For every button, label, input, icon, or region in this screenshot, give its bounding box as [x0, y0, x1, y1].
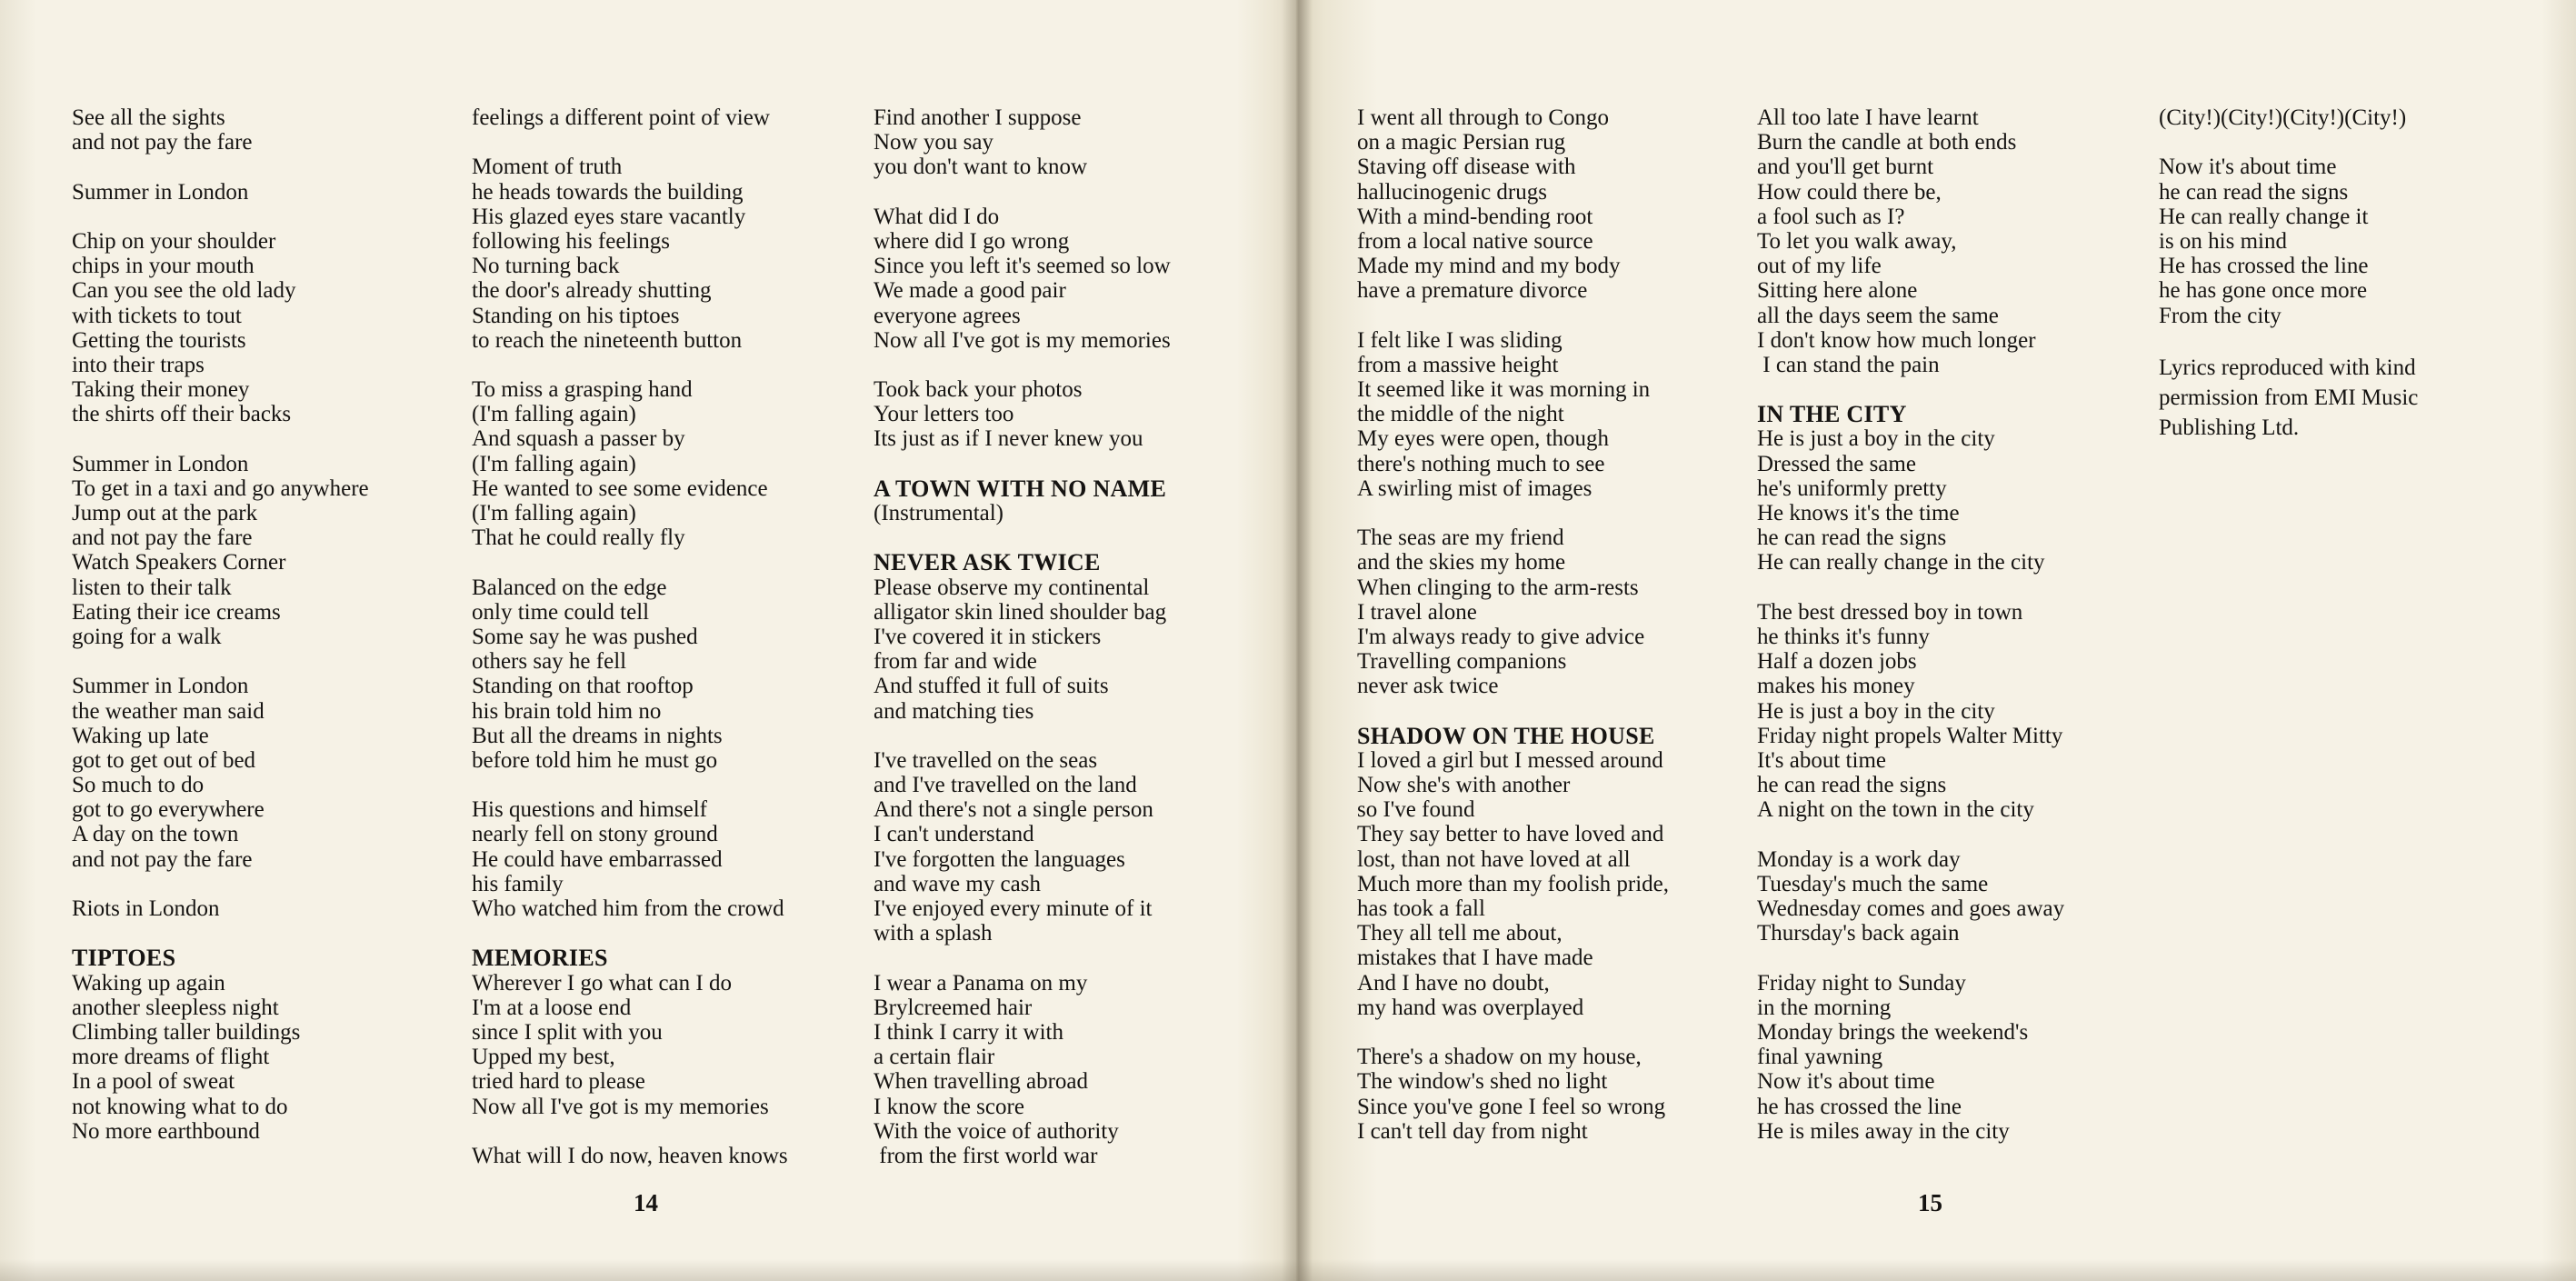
- lyric-line: Taking their money: [72, 377, 250, 403]
- song-title: SHADOW ON THE HOUSE: [1357, 722, 1655, 749]
- lyric-line: Summer in London: [72, 179, 249, 205]
- page-number-right: 15: [1918, 1189, 1942, 1216]
- lyric-line: Tuesday's much the same: [1757, 871, 1989, 896]
- lyric-line: He can really change it: [2159, 204, 2369, 229]
- lyric-line: all the days seem the same: [1757, 303, 1999, 328]
- lyric-line: Now it's about time: [2159, 155, 2337, 180]
- lyrics-column-1: [72, 105, 369, 1144]
- lyric-line: So much to do: [72, 773, 205, 798]
- lyric-line: there's nothing much to see: [1357, 451, 1605, 476]
- lyric-line: What did I do: [874, 204, 1000, 229]
- lyric-line: I wear a Panama on my: [874, 970, 1088, 996]
- lyric-line: Waking up late: [72, 723, 209, 748]
- lyric-line: Summer in London: [72, 674, 249, 699]
- lyric-line: makes his money: [1757, 674, 1915, 699]
- lyric-line: I travel alone: [1357, 599, 1477, 625]
- lyric-line: They say better to have loved and: [1357, 822, 1664, 847]
- lyric-line: I don't know how much longer: [1757, 327, 2036, 353]
- lyric-line: When travelling abroad: [874, 1069, 1089, 1095]
- lyric-line: To get in a taxi and go anywhere: [72, 475, 369, 501]
- lyric-line: Balanced on the edge: [472, 575, 667, 600]
- lyric-line: only time could tell: [472, 599, 650, 625]
- lyric-line: everyone agrees: [874, 303, 1021, 328]
- lyric-line: I've covered it in stickers: [874, 624, 1102, 649]
- lyric-line: more dreams of flight: [72, 1045, 270, 1070]
- lyric-line: I've travelled on the seas: [874, 747, 1098, 773]
- lyric-line: the middle of the night: [1357, 402, 1564, 427]
- lyric-line: (Instrumental): [874, 501, 1004, 525]
- lyric-line: Staving off disease with: [1357, 155, 1576, 180]
- lyric-line: from far and wide: [874, 649, 1037, 675]
- lyric-line: (I'm falling again): [472, 451, 636, 476]
- lyric-line: I went all through to Congo: [1357, 105, 1610, 130]
- lyric-line: (City!)(City!)(City!)(City!): [2159, 105, 2407, 130]
- lyrics-column-6: [2159, 105, 2495, 443]
- blank-line: [874, 946, 1171, 970]
- lyric-line: I think I carry it with: [874, 1019, 1063, 1045]
- lyric-line: a certain flair: [874, 1045, 995, 1070]
- lyric-line: and you'll get burnt: [1757, 155, 1934, 180]
- lyric-line: to reach the nineteenth button: [472, 327, 743, 353]
- lyric-line: I felt like I was sliding: [1357, 327, 1563, 353]
- lyric-line: The best dressed boy in town: [1757, 599, 2023, 625]
- lyric-line: Much more than my foolish pride,: [1357, 871, 1669, 896]
- lyric-line: chips in your mouth: [72, 254, 255, 279]
- lyric-line: out of my life: [1757, 254, 1882, 279]
- lyric-line: How could there be,: [1757, 179, 1942, 205]
- lyric-line: Now you say: [874, 130, 993, 155]
- lyric-line: Now it's about time: [1757, 1069, 1935, 1095]
- blank-line: [874, 180, 1171, 205]
- lyric-line: I'm at a loose end: [472, 995, 632, 1020]
- lyric-line: He is just a boy in the city: [1757, 698, 1995, 724]
- lyric-line: I can stand the pain: [1757, 352, 1940, 377]
- lyric-line: have a premature divorce: [1357, 278, 1588, 304]
- lyric-line: into their traps: [72, 352, 205, 377]
- song-title: TIPTOES: [72, 945, 176, 972]
- lyric-line: from the first world war: [874, 1143, 1098, 1168]
- lyric-line: the weather man said: [72, 698, 265, 724]
- lyric-line: my hand was overplayed: [1357, 995, 1584, 1020]
- lyric-line: others say he fell: [472, 649, 627, 675]
- lyric-line: And stuffed it full of suits: [874, 674, 1109, 699]
- lyrics-column-2: [472, 105, 788, 1168]
- blank-line: [472, 353, 788, 377]
- blank-line: [72, 649, 369, 674]
- lyric-line: following his feelings: [472, 228, 671, 254]
- lyric-line: To miss a grasping hand: [472, 377, 693, 403]
- lyric-line: He is just a boy in the city: [1757, 426, 1995, 452]
- blank-line: [472, 1119, 788, 1144]
- lyric-line: from a massive height: [1357, 352, 1559, 377]
- blank-line: [72, 872, 369, 896]
- song-title: MEMORIES: [472, 945, 608, 972]
- lyric-line: Now all I've got is my memories: [874, 327, 1171, 353]
- lyric-line: Some say he was pushed: [472, 624, 698, 649]
- lyric-line: mistakes that I have made: [1357, 946, 1593, 971]
- song-title: NEVER ASK TWICE: [874, 549, 1101, 576]
- lyric-line: Thursday's back again: [1757, 921, 1960, 946]
- lyric-line: In a pool of sweat: [72, 1069, 235, 1095]
- lyric-line: And squash a passer by: [472, 426, 685, 452]
- lyric-line: He can really change in the city: [1757, 550, 2045, 575]
- lyric-line: Standing on that rooftop: [472, 674, 694, 699]
- lyric-line: and matching ties: [874, 698, 1034, 724]
- lyric-line: Summer in London: [72, 451, 249, 476]
- lyric-line: I loved a girl but I messed around: [1357, 747, 1663, 773]
- lyric-line: Its just as if I never knew you: [874, 426, 1143, 452]
- lyric-line: Dressed the same: [1757, 451, 1916, 476]
- blank-line: [1357, 1020, 1669, 1045]
- lyrics-column-4: [1357, 105, 1669, 1144]
- blank-line: [1757, 946, 2064, 970]
- lyric-line: Watch Speakers Corner: [72, 550, 286, 575]
- lyric-line: Friday night propels Walter Mitty: [1757, 723, 2063, 748]
- lyric-line: Chip on your shoulder: [72, 228, 276, 254]
- lyric-line: To let you walk away,: [1757, 228, 1957, 254]
- blank-line: [1357, 699, 1669, 724]
- lyric-line: Upped my best,: [472, 1045, 615, 1070]
- lyric-line: his family: [472, 871, 564, 896]
- lyric-line: Standing on his tiptoes: [472, 303, 680, 328]
- lyric-line: Now all I've got is my memories: [472, 1094, 769, 1119]
- lyric-line: I know the score: [874, 1094, 1024, 1119]
- lyric-line: Climbing taller buildings: [72, 1019, 301, 1045]
- lyric-line: No more earthbound: [72, 1118, 260, 1144]
- lyric-line: That he could really fly: [472, 525, 685, 551]
- lyric-line: where did I go wrong: [874, 228, 1070, 254]
- blank-line: [1757, 377, 2064, 402]
- lyric-line: alligator skin lined shoulder bag: [874, 599, 1167, 625]
- lyric-line: No turning back: [472, 254, 620, 279]
- lyric-line: he can read the signs: [1757, 525, 1947, 551]
- lyric-line: got to go everywhere: [72, 797, 265, 823]
- lyric-line: he thinks it's funny: [1757, 624, 1930, 649]
- lyric-line: he's uniformly pretty: [1757, 475, 1947, 501]
- lyric-line: a fool such as I?: [1757, 204, 1905, 229]
- blank-line: [874, 452, 1171, 476]
- lyric-line: He is miles away in the city: [1757, 1118, 2010, 1144]
- lyric-line: Travelling companions: [1357, 649, 1567, 675]
- lyric-line: From the city: [2159, 303, 2281, 328]
- lyric-line: is on his mind: [2159, 228, 2287, 254]
- lyric-line: has took a fall: [1357, 896, 1485, 921]
- page-number-left: 14: [634, 1189, 658, 1216]
- lyric-line: Moment of truth: [472, 155, 623, 180]
- lyric-line: you don't want to know: [874, 155, 1088, 180]
- lyric-line: It seemed like it was morning in: [1357, 377, 1651, 403]
- lyric-line: Sitting here alone: [1757, 278, 1918, 304]
- blank-line: [72, 155, 369, 179]
- song-title: IN THE CITY: [1757, 401, 1907, 428]
- lyric-line: his brain told him no: [472, 698, 662, 724]
- blank-line: [1757, 822, 2064, 846]
- lyric-line: Can you see the old lady: [72, 278, 296, 304]
- lyric-line: with tickets to tout: [72, 303, 242, 328]
- lyric-line: tried hard to please: [472, 1069, 645, 1095]
- lyric-line: he heads towards the building: [472, 179, 744, 205]
- lyric-line: A day on the town: [72, 822, 239, 847]
- lyric-line: and wave my cash: [874, 871, 1041, 896]
- lyric-line: Now she's with another: [1357, 773, 1571, 798]
- lyric-line: He has crossed the line: [2159, 254, 2369, 279]
- lyric-line: not knowing what to do: [72, 1094, 288, 1119]
- lyric-line: Your letters too: [874, 402, 1014, 427]
- blank-line: [472, 773, 788, 797]
- lyric-line: There's a shadow on my house,: [1357, 1045, 1642, 1070]
- lyric-line: He knows it's the time: [1757, 501, 1960, 525]
- blank-line: [874, 525, 1171, 550]
- lyric-line: Made my mind and my body: [1357, 254, 1621, 279]
- blank-line: [1357, 304, 1669, 328]
- lyric-line: hallucinogenic drugs: [1357, 179, 1547, 205]
- lyric-line: lost, than not have loved at all: [1357, 846, 1631, 872]
- lyric-line: His questions and himself: [472, 797, 708, 823]
- lyric-line: Wednesday comes and goes away: [1757, 896, 2065, 921]
- lyric-line: But all the dreams in nights: [472, 723, 723, 748]
- lyric-line: Wherever I go what can I do: [472, 970, 732, 996]
- lyric-line: from a local native source: [1357, 228, 1593, 254]
- lyric-line: in the morning: [1757, 995, 1892, 1020]
- blank-line: [1357, 501, 1669, 525]
- lyric-line: Find another I suppose: [874, 105, 1082, 130]
- blank-line: [72, 921, 369, 946]
- lyric-line: Took back your photos: [874, 377, 1083, 403]
- lyric-line: Since you've gone I feel so wrong: [1357, 1094, 1666, 1119]
- lyric-line: before told him he must go: [472, 747, 718, 773]
- lyric-line: got to get out of bed: [72, 747, 256, 773]
- lyric-line: Friday night to Sunday: [1757, 970, 1966, 996]
- lyric-line: Since you left it's seemed so low: [874, 254, 1171, 279]
- lyric-line: Jump out at the park: [72, 501, 258, 525]
- lyric-line: and not pay the fare: [72, 130, 253, 155]
- blank-line: [2159, 130, 2495, 155]
- lyric-line: Who watched him from the crowd: [472, 896, 784, 921]
- lyric-line: feelings a different point of view: [472, 105, 770, 130]
- lyric-line: We made a good pair: [874, 278, 1066, 304]
- lyric-line: He could have embarrassed: [472, 846, 723, 872]
- lyric-line: I've forgotten the languages: [874, 846, 1125, 872]
- lyric-line: A swirling mist of images: [1357, 475, 1593, 501]
- lyric-line: Eating their ice creams: [72, 599, 281, 625]
- lyric-line: another sleepless night: [72, 995, 279, 1020]
- lyric-line: and the skies my home: [1357, 550, 1566, 575]
- lyric-line: the door's already shutting: [472, 278, 712, 304]
- lyric-line: The window's shed no light: [1357, 1069, 1608, 1095]
- lyric-line: He wanted to see some evidence: [472, 475, 768, 501]
- lyric-line: so I've found: [1357, 797, 1475, 823]
- lyric-line: (I'm falling again): [472, 402, 636, 427]
- lyric-line: I've enjoyed every minute of it: [874, 896, 1153, 921]
- lyric-line: A night on the town in the city: [1757, 797, 2034, 823]
- lyric-line: he can read the signs: [2159, 179, 2349, 205]
- lyric-line: My eyes were open, though: [1357, 426, 1610, 452]
- lyric-line: with a splash: [874, 921, 993, 946]
- lyrics-column-3: [874, 105, 1171, 1168]
- lyric-line: listen to their talk: [72, 575, 232, 600]
- lyric-line: I'm always ready to give advice: [1357, 624, 1645, 649]
- blank-line: [472, 921, 788, 946]
- lyric-line: With a mind-bending root: [1357, 204, 1593, 229]
- credit-note: Lyrics reproduced with kind permission from EMI Music Publishing Ltd.: [2159, 355, 2419, 440]
- lyric-line: I can't tell day from night: [1357, 1118, 1588, 1144]
- lyric-line: and not pay the fare: [72, 846, 253, 872]
- lyric-line: Getting the tourists: [72, 327, 246, 353]
- lyric-line: (I'm falling again): [472, 501, 636, 525]
- blank-line: [874, 724, 1171, 748]
- lyric-line: Brylcreemed hair: [874, 995, 1033, 1020]
- lyric-line: he can read the signs: [1757, 773, 1947, 798]
- lyric-line: he has gone once more: [2159, 278, 2368, 304]
- lyric-line: since I split with you: [472, 1019, 663, 1045]
- song-title: A TOWN WITH NO NAME: [874, 475, 1167, 502]
- lyric-line: The seas are my friend: [1357, 525, 1564, 551]
- lyric-line: And there's not a single person: [874, 797, 1153, 823]
- lyric-line: Monday brings the weekend's: [1757, 1019, 2029, 1045]
- lyric-line: I can't understand: [874, 822, 1034, 847]
- lyric-line: Riots in London: [72, 896, 220, 921]
- blank-line: [72, 205, 369, 229]
- page-bottom-edge: [0, 1259, 2576, 1281]
- blank-line: [874, 353, 1171, 377]
- blank-line: [472, 550, 788, 575]
- lyric-line: It's about time: [1757, 747, 1886, 773]
- lyric-line: With the voice of authority: [874, 1118, 1119, 1144]
- lyric-line: Half a dozen jobs: [1757, 649, 1917, 675]
- lyric-line: All too late I have learnt: [1757, 105, 1979, 130]
- lyric-line: Waking up again: [72, 970, 225, 996]
- lyric-line: Burn the candle at both ends: [1757, 130, 2017, 155]
- lyric-line: What will I do now, heaven knows: [472, 1143, 788, 1168]
- page-gutter: [1282, 0, 1313, 1281]
- blank-line: [2159, 328, 2495, 353]
- blank-line: [1757, 575, 2064, 600]
- lyric-line: Please observe my continental: [874, 575, 1150, 600]
- lyric-line: and not pay the fare: [72, 525, 253, 551]
- lyric-line: When clinging to the arm-rests: [1357, 575, 1639, 600]
- lyric-line: going for a walk: [72, 624, 222, 649]
- lyric-line: They all tell me about,: [1357, 921, 1563, 946]
- lyric-line: he has crossed the line: [1757, 1094, 1962, 1119]
- lyric-line: on a magic Persian rug: [1357, 130, 1566, 155]
- lyric-line: and I've travelled on the land: [874, 773, 1137, 798]
- lyric-line: final yawning: [1757, 1045, 1883, 1070]
- lyric-line: the shirts off their backs: [72, 402, 292, 427]
- lyric-line: His glazed eyes stare vacantly: [472, 204, 746, 229]
- lyric-line: never ask twice: [1357, 674, 1499, 699]
- lyric-line: See all the sights: [72, 105, 225, 130]
- lyric-line: Monday is a work day: [1757, 846, 1961, 872]
- blank-line: [472, 130, 788, 155]
- lyric-line: nearly fell on stony ground: [472, 822, 718, 847]
- lyrics-column-5: [1757, 105, 2064, 1144]
- blank-line: [72, 426, 369, 451]
- lyric-line: And I have no doubt,: [1357, 970, 1550, 996]
